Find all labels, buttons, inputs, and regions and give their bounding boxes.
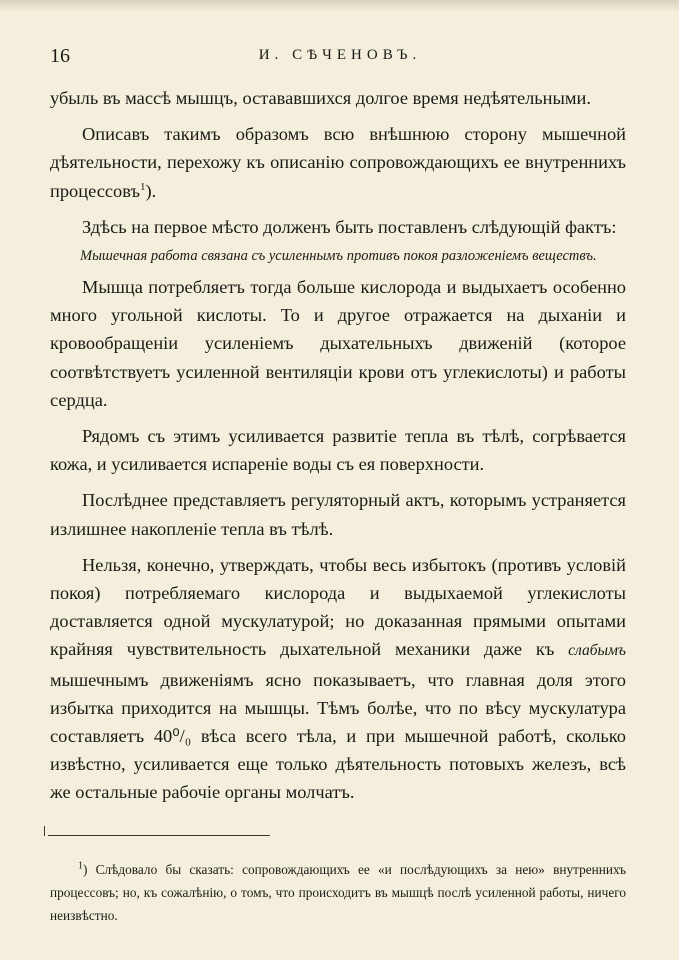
footnote-text: ) Слѣдовало бы сказать: сопровождающихъ ее «и послѣдующихъ за нею» внутреннихъ процессовъ; но, къ сожалѣнію, о томъ, что происходитъ въ мышцѣ послѣ усиленной работы, ничего неизвѣстно. — [50, 862, 626, 923]
footnote-mark: 1 — [78, 860, 83, 872]
footnote — [50, 858, 626, 927]
footnote-divider — [48, 835, 270, 836]
paragraph-2 — [50, 120, 626, 205]
paragraph-8 — [50, 551, 626, 807]
paragraph-7: Послѣднее представляетъ регуляторный актъ, которымъ устраняется излишнее накопленіе тепла въ тѣлѣ. — [50, 490, 626, 539]
paragraph-2-end: ). — [145, 180, 157, 201]
footnote-reference[interactable]: 1 — [139, 180, 146, 193]
page-number: 16 — [50, 45, 70, 67]
italic-statement: Мышечная работа связана съ усиленнымъ противъ покоя разложеніемъ веществъ. — [80, 248, 597, 265]
paragraph-8-part-2: мышечнымъ движеніямъ ясно показываетъ, что главная доля этого избытка приходится на мышцы. Тѣмъ болѣе, что по вѣсу мускулатура составляетъ 40⁰/₀ вѣса всего тѣла, и при мышечной работѣ, сколько извѣстно, усиливается еще только дѣятельность потовыхъ железъ, всѣ же остальные рабочіе органы молчатъ. — [50, 669, 626, 803]
page-top-edge — [0, 0, 679, 12]
paragraph-2-text: Описавъ такимъ образомъ всю внѣшнюю сторону мышечной дѣятельности, перехожу къ описанію сопровождающихъ ее внутреннихъ процессовъ — [50, 124, 626, 201]
paragraph-3: Здѣсь на первое мѣсто долженъ быть поставленъ слѣдующій фактъ: — [82, 216, 617, 237]
paragraph-6: Рядомъ съ этимъ усиливается развитіе тепла въ тѣлѣ, согрѣвается кожа, и усиливается испареніе воды съ ея поверхности. — [50, 426, 626, 475]
paragraph-8-part-1: Нельзя, конечно, утверждать, чтобы весь избытокъ (противъ условій покоя) потребляемаго кислорода и выдыхаемой углекислоты доставляется одной мускулатурой; но доказанная прямыми опытами крайняя чувствительность дыхательной механики даже къ — [50, 554, 626, 660]
page-header — [50, 45, 630, 73]
paragraph-8-italic: слабымъ — [568, 642, 626, 660]
paragraph-5: Мышца потребляетъ тогда больше кислорода и выдыхаетъ особенно много угольной кислоты. То и другое отражается на дыханіи и кровообращеніи усиленіемъ дыхательныхъ движеній (которое соотвѣтствуетъ усиленной вентиляціи крови отъ углекислоты) и работы сердца. — [50, 277, 626, 410]
running-title: И. СѢЧЕНОВЪ. — [258, 47, 422, 63]
paragraph-1: убыль въ массѣ мышцъ, остававшихся долгое время недѣятельными. — [50, 88, 591, 108]
body-text — [50, 84, 626, 815]
